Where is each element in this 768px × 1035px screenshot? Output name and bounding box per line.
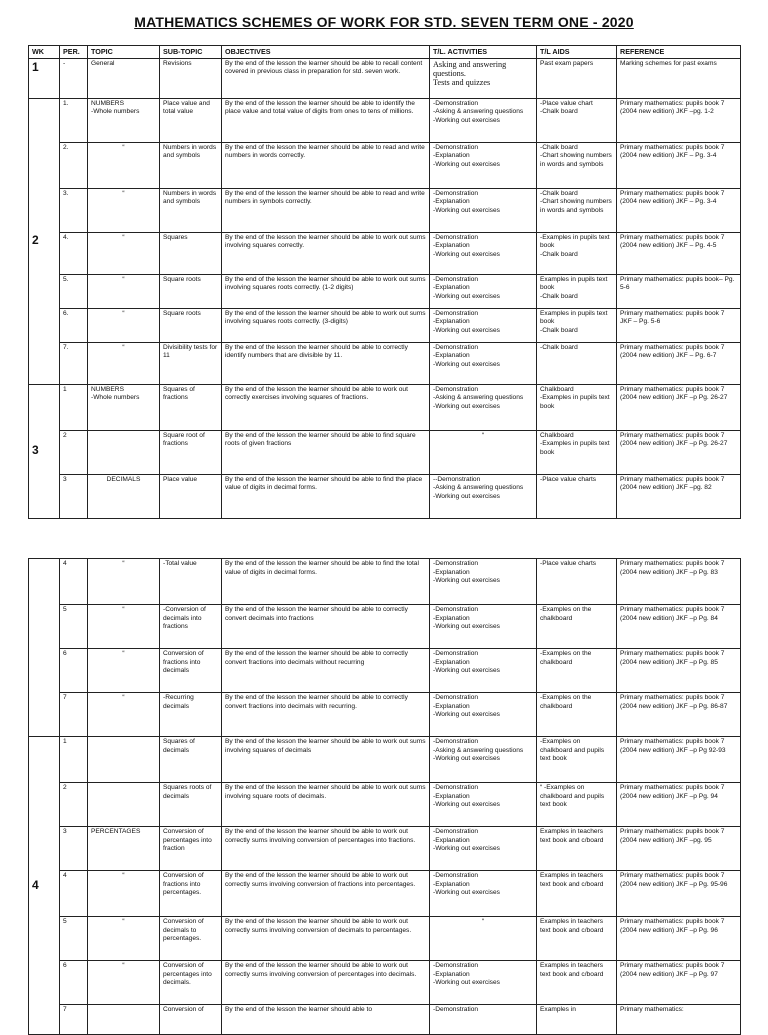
aids-cell: Examples in teachers text book and c/board [537,961,617,1005]
week-cell: 3 [29,384,60,518]
objectives-cell: By the end of the lesson the learner should be able to work out sums involving squares of decimals [222,737,430,783]
reference-cell: Primary mathematics: pupils book 7 (2004 new edition) JKF –p Pg. 97 [617,961,741,1005]
topic-cell [88,783,160,827]
activities-cell: -Demonstration -Explanation -Working out exercises [430,559,537,605]
reference-cell: Primary mathematics: pupils book 7 (2004 new edition) JKF –p Pg. 26-27 [617,384,741,430]
topic-cell [88,430,160,474]
table-row [29,783,741,827]
subtopic-cell: Place value and total value [160,98,222,142]
reference-cell: Primary mathematics: pupils book 7 (2004 new edition) JKF –pg. 82 [617,474,741,518]
reference-cell: Primary mathematics: pupils book 7 JKF – Pg. 5-6 [617,308,741,342]
header-objectives: OBJECTIVES [222,46,430,59]
subtopic-cell: Divisibility tests for 11 [160,342,222,384]
period-cell: 2 [60,430,88,474]
reference-cell: Primary mathematics: pupils book 7 (2004 new edition) JKF –p Pg 92-93 [617,737,741,783]
subtopic-cell: Squares roots of decimals [160,783,222,827]
table-row [29,384,741,430]
period-cell: 2 [60,783,88,827]
aids-cell: Chalkboard -Examples in pupils text book [537,430,617,474]
activities-cell: -Demonstration -Explanation -Working out exercises [430,827,537,871]
aids-cell: -Examples on the chalkboard [537,605,617,649]
aids-cell: -Chalk board -Chart showing numbers in words and symbols [537,188,617,232]
activities-cell: --Demonstration -Asking & answering questions -Working out exercises [430,474,537,518]
table-row [29,188,741,232]
topic-cell: DECIMALS [88,474,160,518]
objectives-cell: By the end of the lesson the learner should be able to read and write numbers in words correctly. [222,142,430,188]
period-cell: 7. [60,342,88,384]
reference-cell: Primary mathematics: pupils book 7 (2004 new edition) JKF –p Pg. 83 [617,559,741,605]
aids-cell: Examples in teachers text book and c/board [537,871,617,917]
activities-cell: -Demonstration -Explanation -Working out exercises [430,232,537,274]
objectives-cell: By the end of the lesson the learner should be able to work out correctly sums involving conversion of decimals to percentages. [222,917,430,961]
objectives-cell: By the end of the lesson the learner should be able to correctly convert fractions into decimals without recurring [222,649,430,693]
aids-cell: -Examples on chalkboard and pupils text book [537,737,617,783]
objectives-cell: By the end of the lesson the learner should be able to correctly identify numbers that are divisible by 11. [222,342,430,384]
aids-cell: Examples in pupils text book -Chalk board [537,308,617,342]
table-header-row [29,46,741,59]
reference-cell: Primary mathematics: pupils book– Pg. 5-6 [617,274,741,308]
subtopic-cell: Conversion of fractions into percentages. [160,871,222,917]
table-body-page-1 [29,58,741,518]
aids-cell: Examples in teachers text book and c/board [537,917,617,961]
period-cell: 5 [60,605,88,649]
period-cell: 3 [60,474,88,518]
week-cell: 1 [29,58,60,98]
topic-cell: “ [88,142,160,188]
reference-cell: Primary mathematics: pupils book 7 (2004 new edition) JKF –p Pg. 95-96 [617,871,741,917]
topic-cell: “ [88,232,160,274]
subtopic-cell: Revisions [160,58,222,98]
topic-cell: “ [88,961,160,1005]
week-cell: 2 [29,98,60,384]
objectives-cell: By the end of the lesson the learner should be able to work out sums involving squares correctly. [222,232,430,274]
subtopic-cell: -Conversion of decimals into fractions [160,605,222,649]
reference-cell: Primary mathematics: pupils book 7 (2004 new edition) JKF – Pg. 3-4 [617,142,741,188]
activities-cell: -Demonstration -Asking & answering questions -Working out exercises [430,384,537,430]
reference-cell: Primary mathematics: pupils book 7 (2004 new edition) JKF – Pg. 4-5 [617,232,741,274]
table-row [29,474,741,518]
objectives-cell: By the end of the lesson the learner should be able to correctly convert decimals into fractions [222,605,430,649]
table-row [29,430,741,474]
aids-cell: “ -Examples on chalkboard and pupils text book [537,783,617,827]
period-cell: 5. [60,274,88,308]
topic-cell: “ [88,274,160,308]
table-row [29,693,741,737]
table-body-page-2 [29,559,741,1035]
table-row [29,308,741,342]
aids-cell: -Examples in pupils text book -Chalk board [537,232,617,274]
objectives-cell: By the end of the lesson the learner should be able to recall content covered in previous class in preparation for std. seven work. [222,58,430,98]
aids-cell: Examples in [537,1005,617,1035]
period-cell: 1. [60,98,88,142]
topic-cell: “ [88,342,160,384]
activities-cell: -Demonstration -Explanation -Working out exercises [430,649,537,693]
period-cell: 3. [60,188,88,232]
topic-cell: “ [88,871,160,917]
activities-cell: -Demonstration -Explanation -Working out exercises [430,961,537,1005]
table-row [29,871,741,917]
period-cell: 3 [60,827,88,871]
activities-cell: -Demonstration -Explanation -Working out exercises [430,342,537,384]
header-aids: T/L AIDS [537,46,617,59]
aids-cell: Past exam papers [537,58,617,98]
objectives-cell: By the end of the lesson the learner should be able to work out correctly sums involving conversion of fractions into percentages. [222,871,430,917]
subtopic-cell: Square root of fractions [160,430,222,474]
reference-cell: Primary mathematics: pupils book 7 (2004 new edition) JKF –p Pg. 86-87 [617,693,741,737]
aids-cell: -Place value charts [537,474,617,518]
activities-cell: Asking and answering questions. Tests and quizzes [430,58,537,98]
topic-cell: General [88,58,160,98]
reference-cell: Primary mathematics: pupils book 7 (2004 new edition) JKF –pg. 1-2 [617,98,741,142]
period-cell: 6. [60,308,88,342]
topic-cell: “ [88,308,160,342]
objectives-cell: By the end of the lesson the learner should be able to work out correctly exercises involving squares of fractions. [222,384,430,430]
subtopic-cell: Squares of fractions [160,384,222,430]
objectives-cell: By the end of the lesson the learner should able to [222,1005,430,1035]
subtopic-cell: Numbers in words and symbols [160,188,222,232]
table-row [29,142,741,188]
aids-cell: -Chalk board -Chart showing numbers in words and symbols [537,142,617,188]
objectives-cell: By the end of the lesson the learner should be able to find the total value of digits in decimal forms. [222,559,430,605]
table-row [29,917,741,961]
topic-cell: “ [88,188,160,232]
week-cell [29,559,60,737]
activities-cell: “ [430,430,537,474]
aids-cell: Examples in pupils text book -Chalk board [537,274,617,308]
period-cell: 1 [60,737,88,783]
reference-cell: Primary mathematics: pupils book 7 (2004 new edition) JKF – Pg. 6-7 [617,342,741,384]
activities-cell: -Demonstration -Explanation -Working out exercises [430,142,537,188]
subtopic-cell: Squares [160,232,222,274]
objectives-cell: By the end of the lesson the learner should be able to find the place value of digits in decimal forms. [222,474,430,518]
subtopic-cell: Numbers in words and symbols [160,142,222,188]
objectives-cell: By the end of the lesson the learner should be able to work out sums involving squares roots correctly. (3-digits) [222,308,430,342]
aids-cell: Examples in teachers text book and c/board [537,827,617,871]
reference-cell: Primary mathematics: pupils book 7 (2004 new edition) JKF –p Pg. 84 [617,605,741,649]
subtopic-cell: -Recurring decimals [160,693,222,737]
subtopic-cell: Conversion of percentages into fraction [160,827,222,871]
topic-cell: NUMBERS -Whole numbers [88,98,160,142]
table-row [29,649,741,693]
aids-cell: -Place value charts [537,559,617,605]
objectives-cell: By the end of the lesson the learner should be able to work out correctly sums involving conversion of percentages into fractions. [222,827,430,871]
table-row [29,961,741,1005]
table-row [29,605,741,649]
topic-cell: “ [88,693,160,737]
aids-cell: -Chalk board [537,342,617,384]
activities-cell: -Demonstration -Explanation -Working out exercises [430,605,537,649]
topic-cell [88,1005,160,1035]
reference-cell: Primary mathematics: pupils book 7 (2004 new edition) JKF –p Pg. 96 [617,917,741,961]
activities-cell: -Demonstration -Explanation -Working out exercises [430,188,537,232]
period-cell: 6 [60,649,88,693]
header-reference: REFERENCE [617,46,741,59]
period-cell: 1 [60,384,88,430]
scheme-table-page-2 [28,558,741,1035]
topic-cell [88,737,160,783]
activities-cell: -Demonstration -Explanation -Working out exercises [430,783,537,827]
aids-cell: -Examples on the chalkboard [537,693,617,737]
subtopic-cell: Conversion of [160,1005,222,1035]
period-cell: 5 [60,917,88,961]
period-cell: - [60,58,88,98]
objectives-cell: By the end of the lesson the learner should be able to work out sums involving square roots of decimals. [222,783,430,827]
reference-cell: Primary mathematics: pupils book 7 (2004 new edition) JKF –p Pg. 94 [617,783,741,827]
reference-cell: Primary mathematics: pupils book 7 (2004 new edition) JKF – Pg. 3-4 [617,188,741,232]
subtopic-cell: Square roots [160,308,222,342]
table-row [29,274,741,308]
activities-cell: -Demonstration -Explanation -Working out exercises [430,693,537,737]
reference-cell: Primary mathematics: pupils book 7 (2004 new edition) JKF –pg. 95 [617,827,741,871]
reference-cell: Marking schemes for past exams [617,58,741,98]
period-cell: 7 [60,1005,88,1035]
subtopic-cell: Place value [160,474,222,518]
reference-cell: Primary mathematics: pupils book 7 (2004 new edition) JKF –p Pg. 85 [617,649,741,693]
subtopic-cell: Conversion of percentages into decimals. [160,961,222,1005]
activities-cell: -Demonstration -Explanation -Working out exercises [430,274,537,308]
period-cell: 4. [60,232,88,274]
table-row [29,58,741,98]
aids-cell: -Place value chart -Chalk board [537,98,617,142]
subtopic-cell: Squares of decimals [160,737,222,783]
reference-cell: Primary mathematics: [617,1005,741,1035]
topic-cell: “ [88,559,160,605]
activities-cell: -Demonstration -Explanation -Working out exercises [430,308,537,342]
objectives-cell: By the end of the lesson the learner should be able to read and write numbers in symbols correctly. [222,188,430,232]
scheme-table-page-1 [28,45,741,519]
reference-cell: Primary mathematics: pupils book 7 (2004 new edition) JKF –p Pg. 26-27 [617,430,741,474]
week-cell: 4 [29,737,60,1035]
activities-cell: “ [430,917,537,961]
table-row [29,98,741,142]
activities-cell: -Demonstration [430,1005,537,1035]
activities-cell: -Demonstration -Asking & answering questions -Working out exercises [430,737,537,783]
header-topic: TOPIC [88,46,160,59]
objectives-cell: By the end of the lesson the learner should be able to work out sums involving squares roots correctly. (1-2 digits) [222,274,430,308]
subtopic-cell: Square roots [160,274,222,308]
objectives-cell: By the end of the lesson the learner should be able to identify the place value and total value of digits from ones to tens of millions. [222,98,430,142]
period-cell: 6 [60,961,88,1005]
header-activities: T/L. ACTIVITIES [430,46,537,59]
activities-cell: -Demonstration -Explanation -Working out exercises [430,871,537,917]
aids-cell: -Examples on the chalkboard [537,649,617,693]
topic-cell: “ [88,605,160,649]
period-cell: 2. [60,142,88,188]
table-row [29,737,741,783]
period-cell: 4 [60,559,88,605]
period-cell: 7 [60,693,88,737]
table-row [29,232,741,274]
table-row [29,342,741,384]
topic-cell: “ [88,917,160,961]
aids-cell: Chalkboard -Examples in pupils text book [537,384,617,430]
period-cell: 4 [60,871,88,917]
header-subtopic: SUB-TOPIC [160,46,222,59]
topic-cell: NUMBERS -Whole numbers [88,384,160,430]
topic-cell: PERCENTAGES [88,827,160,871]
subtopic-cell: Conversion of decimals to percentages. [160,917,222,961]
subtopic-cell: -Total value [160,559,222,605]
topic-cell: “ [88,649,160,693]
table-row [29,559,741,605]
activities-cell: -Demonstration -Asking & answering questions -Working out exercises [430,98,537,142]
objectives-cell: By the end of the lesson the learner should be able to work out correctly sums involving conversion of percentages into decimals. [222,961,430,1005]
objectives-cell: By the end of the lesson the learner should be able to find square roots of given fractions [222,430,430,474]
header-per: PER. [60,46,88,59]
table-row [29,827,741,871]
table-row [29,1005,741,1035]
header-wk: WK [29,46,60,59]
objectives-cell: By the end of the lesson the learner should be able to correctly convert fractions into decimals with recurring. [222,693,430,737]
subtopic-cell: Conversion of fractions into decimals [160,649,222,693]
document-title: MATHEMATICS SCHEMES OF WORK FOR STD. SEVEN TERM ONE - 2020 [134,14,634,30]
